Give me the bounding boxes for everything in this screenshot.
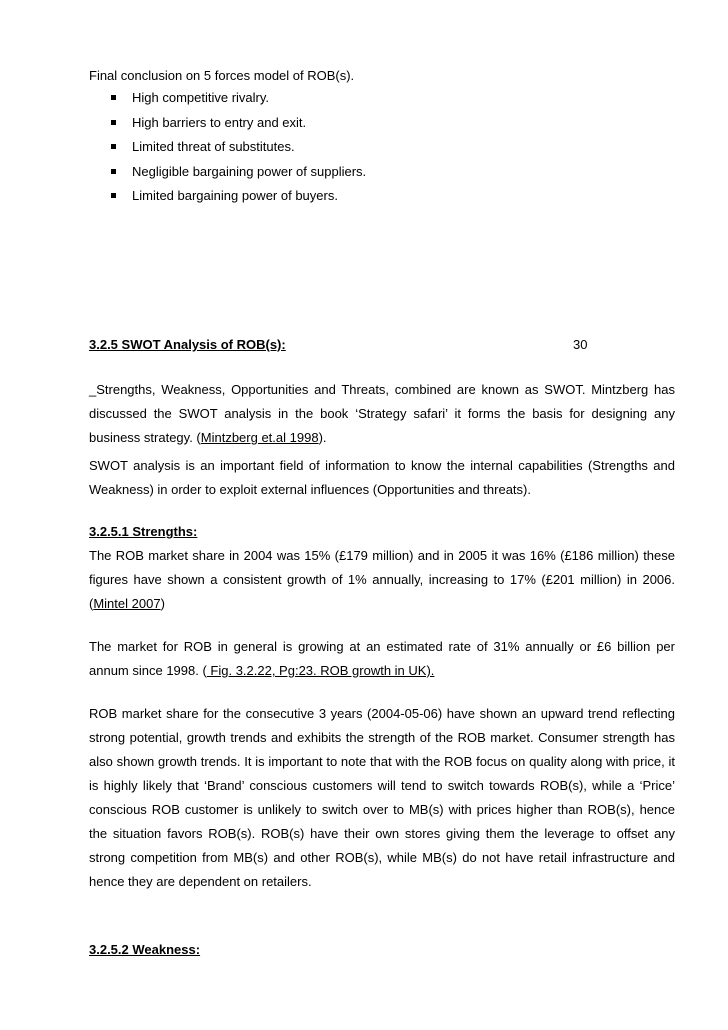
citation-link[interactable]: Mintel 2007 [93,596,161,611]
swot-definition-paragraph: SWOT analysis is an important field of information to know the internal capabilities (Strengths and Weakness) in order to exploit external influences (Opportunities and threats). [89,458,675,497]
conclusion-bullet-list [89,90,366,213]
strengths-paragraph-3: ROB market share for the consecutive 3 years (2004-05-06) have shown an upward trend reflecting strong potential, growth trends and exhibits the strength of the ROB market. Consumer strength has also shown growth trends. It is important to note that with the ROB focus on quality along with price, it is highly likely that ‘Brand’ conscious customers will tend to switch towards ROB(s), while a ‘Price’ conscious ROB customer is unlikely to switch over to MB(s) with prices higher than ROB(s), hence the situation favors ROB(s). ROB(s) have their own stores giving them the leverage to offset any strong competition from MB(s) and other ROB(s), while MB(s) do not have retail infrastructure and hence they are dependent on retailers. [89,706,675,889]
page-number: 30 [573,337,588,352]
bullet-item: High competitive rivalry. [89,90,366,115]
swot-intro-paragraph: _Strengths, Weakness, Opportunities and Threats, combined are known as SWOT. Mintzberg has discussed the SWOT analysis in the book ‘Strategy safari’ it forms the basis for designing any business strategy. (Mintzberg et.al 1998). [89,382,675,445]
strengths-paragraph-1: The ROB market share in 2004 was 15% (£179 million) and in 2005 it was 16% (£186 million) these figures have shown a consistent growth of 1% annually, increasing to 17% (£201 million) in 2006. (Mintel 2007) [89,548,675,611]
citation-link[interactable]: Mintzberg et.al 1998 [200,430,319,445]
square-bullet-icon [111,120,116,125]
square-bullet-icon [111,169,116,174]
bullet-item: Limited threat of substitutes. [89,139,366,164]
bullet-item: High barriers to entry and exit. [89,115,366,140]
bullet-item: Limited bargaining power of buyers. [89,188,366,213]
square-bullet-icon [111,95,116,100]
strengths-heading: 3.2.5.1 Strengths: [89,524,198,539]
bullet-item: Negligible bargaining power of suppliers. [89,164,366,189]
swot-section-heading: 3.2.5 SWOT Analysis of ROB(s): [89,337,286,352]
strengths-paragraph-2: The market for ROB in general is growing at an estimated rate of 31% annually or £6 billion per annum since 1998. ( Fig. 3.2.22, Pg:23. ROB growth in UK). [89,639,675,678]
conclusion-title: Final conclusion on 5 forces model of ROB(s). [89,68,355,83]
square-bullet-icon [111,144,116,149]
figure-reference-link[interactable]: Fig. 3.2.22, Pg:23. ROB growth in UK). [206,663,435,678]
square-bullet-icon [111,193,116,198]
weakness-heading: 3.2.5.2 Weakness: [89,942,201,957]
